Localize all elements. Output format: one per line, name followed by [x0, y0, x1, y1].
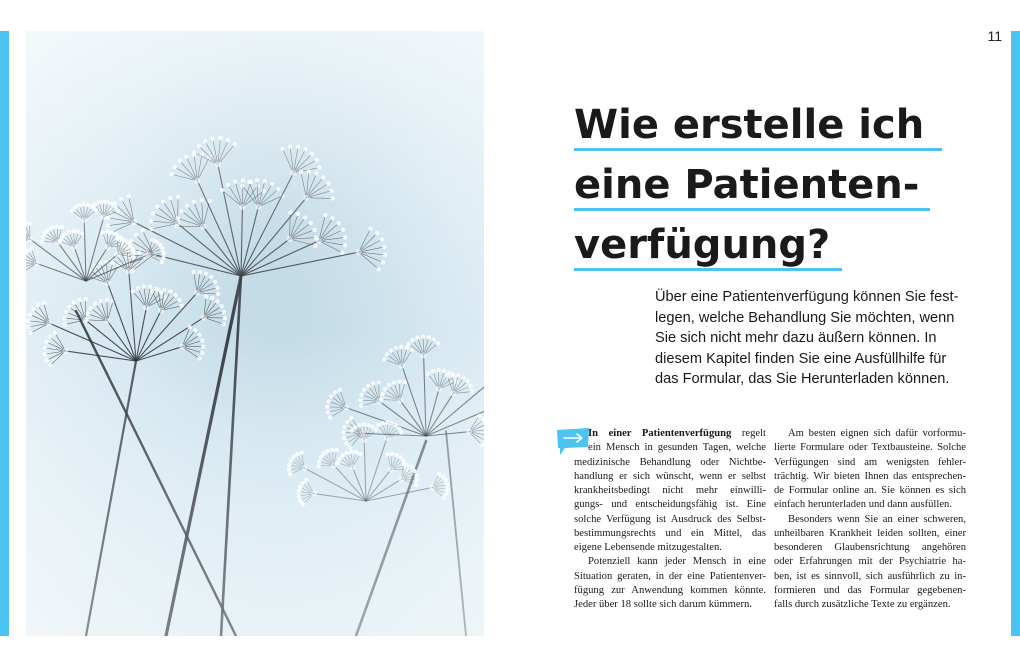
text-line: bestimmungsrechts und ein Mittel, das — [574, 527, 766, 539]
intro-line: das Formular, das Sie Herunterladen können. — [655, 371, 950, 388]
text-line: formieren und das Formular gegebenen- — [774, 584, 966, 596]
text-line: unheilbaren Krankheit leiden sollten, einer — [774, 527, 966, 539]
text-line: ein Mensch in gesunden Tagen, welche — [588, 442, 766, 454]
body-column-right — [774, 427, 966, 612]
text-line: einfach herunterladen und dann ausfüllen. — [774, 499, 952, 511]
text-line: Verfügungen sind am wenigsten fehler- — [774, 456, 966, 468]
left-accent-bar — [0, 31, 9, 636]
title-line: Wie erstelle ich — [574, 104, 974, 164]
text-line: solche Verfügung ist Ausdruck des Selbst- — [574, 513, 766, 525]
text-line: falls durch zusätzliche Texte zu ergänzen. — [774, 599, 951, 610]
text-line: handlung er sich wünscht, wenn er selbst — [574, 470, 766, 482]
intro-paragraph — [655, 287, 975, 390]
text-line: besonderen Glaubensrichtung angehören — [774, 542, 966, 553]
title-line: eine Patienten- — [574, 164, 974, 224]
body-column-left — [574, 427, 766, 612]
frosted-plant-photo — [26, 31, 484, 636]
text-line: Besonders wenn Sie an einer schweren, — [788, 513, 966, 525]
right-accent-bar — [1011, 31, 1020, 636]
text-line: oder Erfahrungen mit der Psychiatrie ha- — [774, 556, 966, 568]
text-line: de Formular online an. Sie können es sich — [774, 485, 966, 496]
text-line: Situation geraten, in der eine Patientenver- — [574, 570, 766, 582]
lead-term: In einer Patientenverfügung — [588, 428, 732, 439]
text-line: krankheitsbedingt nicht mehr einwilli- — [574, 485, 766, 496]
intro-line: Sie sich nicht mehr dazu äußern können. In — [655, 330, 937, 347]
text-line: Potenziell kann jeder Mensch in eine — [588, 556, 766, 568]
text-line: medizinische Behandlung oder Nichtbe- — [574, 456, 766, 468]
text-line: eigene Lebensende mitzugestalten. — [574, 542, 722, 553]
text-line: gungs- und entscheidungsfähig ist. Eine — [574, 499, 766, 511]
page-number: 11 — [987, 28, 1002, 44]
title-line: verfügung? — [574, 224, 974, 284]
text-line: lierte Formulare oder Textbausteine. Solche — [774, 442, 966, 454]
text-line: In einer Patientenverfügung regelt — [588, 428, 766, 439]
intro-line: diesem Kapitel finden Sie eine Ausfüllhilfe für — [655, 350, 947, 367]
text-line: fügung zur Anwendung kommen könnte. — [574, 584, 766, 596]
intro-line: Über eine Patientenverfügung können Sie fest- — [655, 289, 959, 305]
text-line: Jeder über 18 sollte sich darum kümmern. — [574, 599, 752, 610]
intro-line: legen, welche Behandlung Sie möchten, wenn — [655, 309, 955, 326]
text-line: Am besten eignen sich dafür vorformu- — [788, 428, 966, 439]
chapter-title — [574, 104, 974, 284]
text-line: trächtig. Wir bieten Ihnen das entsprechen- — [774, 470, 966, 482]
text-line: ben, ist es sinnvoll, sich ausführlich zu in- — [774, 570, 966, 582]
